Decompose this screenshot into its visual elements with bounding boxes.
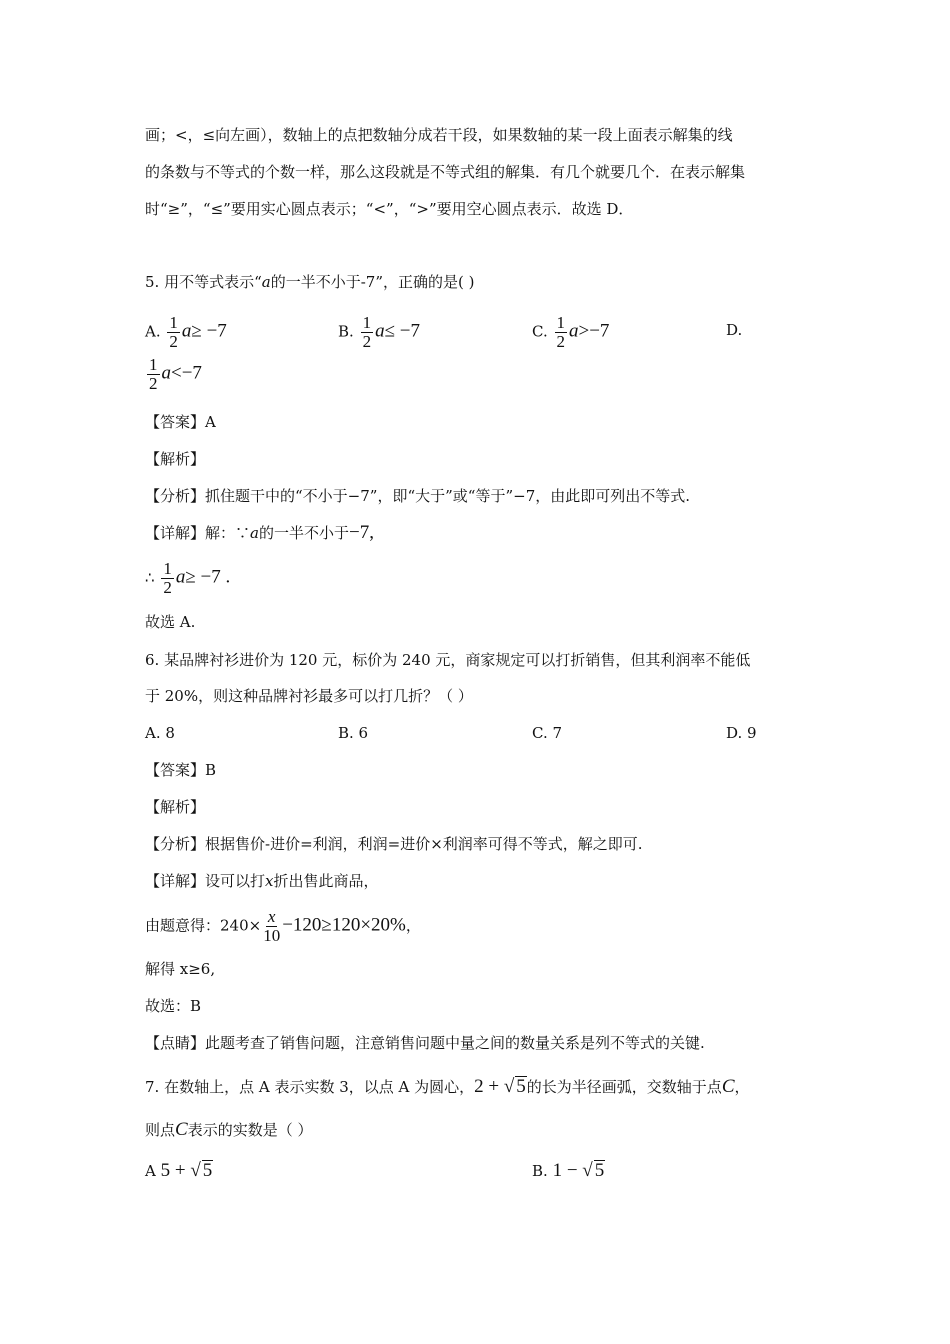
frac-numerator: 1 — [163, 559, 172, 578]
q5-answer: 【答案】A — [145, 413, 216, 431]
q5-option-d-var: a — [161, 362, 171, 384]
q5-option-d-rel: <−7 — [171, 362, 202, 384]
q7-point-2: C — [175, 1119, 188, 1140]
q5-option-a-label: A. — [145, 322, 161, 341]
q7-option-a-label: A — [145, 1162, 156, 1180]
frac-denominator: 10 — [263, 926, 281, 945]
q5-option-b — [338, 314, 420, 351]
q6-conclusion: 故选：B — [145, 997, 202, 1015]
q5-option-d-label: D. — [726, 321, 743, 339]
q5-analysis-heading: 【解析】 — [145, 450, 206, 468]
q6-option-b: B. 6 — [338, 724, 369, 742]
frac-denominator: 2 — [362, 332, 372, 351]
q5-therefore — [145, 560, 230, 597]
q5-fenxi: 【分析】抓住题干中的“不小于−7”，即“大于”或“等于”−7，由此即可列出不等式. — [145, 487, 691, 505]
q5-option-c — [532, 314, 609, 351]
q5-option-b-label: B. — [338, 322, 354, 341]
frac-denominator: 2 — [556, 332, 565, 351]
q7-option-b-radicand: 5 — [594, 1160, 605, 1181]
frac-numerator: x — [267, 907, 276, 926]
q6-answer: 【答案】B — [145, 761, 217, 779]
q5-stem-var: a — [261, 273, 271, 291]
q5-option-b-var: a — [375, 320, 385, 342]
q6-comment: 【点睛】此题考查了销售问题，注意销售问题中量之间的数量关系是列不等式的关键. — [145, 1034, 705, 1052]
q7-option-a-radicand: 5 — [202, 1160, 213, 1181]
intro-line-1: 画；<，≤向左画），数轴上的点把数轴分成若干段，如果数轴的某一段上面表示解集的线 — [145, 126, 733, 144]
q6-detail-post: 折出售此商品， — [273, 872, 379, 890]
sqrt-icon: √ — [190, 1160, 201, 1181]
q5-option-a-var: a — [181, 320, 192, 342]
q7-stem-end: ， — [734, 1078, 750, 1096]
sqrt-icon: √ — [582, 1160, 593, 1181]
q6-detail-pre: 【详解】设可以打 — [145, 872, 266, 890]
q5-option-c-label: C. — [532, 322, 548, 341]
q6-fenxi: 【分析】根据售价-进价=利润，利润=进价×利润率可得不等式，解之即可. — [145, 835, 643, 853]
q5-conclusion: 故选 A. — [145, 613, 196, 631]
q6-solve: 解得 x≥6, — [145, 960, 216, 978]
intro-line-2: 的条数与不等式的个数一样，那么这段就是不等式组的解集．有几个就要几个．在表示解集 — [145, 163, 746, 181]
q7-option-b — [532, 1160, 605, 1181]
q7-stem-pre: 7. 在数轴上，点 A 表示实数 3，以点 A 为圆心， — [145, 1078, 475, 1096]
frac-denominator: 2 — [163, 578, 172, 597]
q6-detail-var: x — [265, 872, 274, 890]
q5-stem-post: 的一半不小于-7”，正确的是( ) — [270, 273, 475, 291]
sqrt-icon: √ — [503, 1076, 515, 1097]
q5-option-c-fraction — [555, 314, 568, 351]
q6-equation-pre: 由题意得：240× — [145, 916, 262, 935]
q7-stem-line-2 — [145, 1120, 312, 1140]
q5-option-a-rel: ≥ −7 — [191, 320, 227, 342]
q7-stem-line-1 — [145, 1076, 750, 1097]
q5-option-d-fraction — [147, 356, 160, 393]
q5-stem — [145, 272, 474, 292]
q7-option-a-pre: 5 + — [160, 1160, 191, 1181]
frac-numerator: 1 — [556, 313, 565, 332]
q6-equation — [145, 908, 421, 945]
q5-detail-pre: 【详解】解：∵ — [145, 524, 251, 542]
q7-point: C — [721, 1076, 735, 1097]
frac-denominator: 2 — [169, 332, 178, 351]
q7-radicand: 5 — [516, 1076, 526, 1097]
q7-option-b-label: B. — [532, 1162, 548, 1180]
frac-denominator: 2 — [149, 374, 158, 393]
frac-numerator: 1 — [362, 313, 372, 332]
q5-stem-pre: 5. 用不等式表示“ — [145, 273, 262, 291]
q5-option-c-rel: >−7 — [578, 320, 610, 342]
frac-numerator: 1 — [149, 355, 158, 374]
q6-equation-fraction — [263, 908, 280, 945]
q6-option-c: C. 7 — [532, 724, 563, 742]
q6-equation-post: −120≥120×20% — [282, 914, 406, 936]
q6-stem-line-2: 于 20%，则这种品牌衬衫最多可以打几折？（ ） — [145, 687, 473, 705]
q7-stem2-post: 表示的实数是（ ） — [187, 1121, 313, 1139]
q5-detail — [145, 523, 374, 543]
q5-option-a — [145, 314, 227, 351]
q5-option-b-rel: ≤ −7 — [384, 320, 420, 342]
frac-numerator: 1 — [169, 313, 178, 332]
q5-detail-var: a — [250, 524, 259, 542]
q5-therefore-var: a — [175, 566, 186, 588]
intro-line-3: 时“≥”，“≤”要用实心圆点表示；“<”，“>”要用空心圆点表示．故选 D． — [145, 200, 634, 218]
q7-expr-pre: 2 + — [474, 1076, 504, 1097]
q5-option-c-var: a — [569, 320, 579, 342]
q6-detail — [145, 871, 379, 891]
q7-stem2-pre: 则点 — [145, 1121, 176, 1139]
q5-detail-num: −7, — [348, 522, 374, 543]
therefore-symbol: ∴ — [145, 568, 155, 587]
q6-stem-line-1: 6. 某品牌衬衫进价为 120 元，标价为 240 元，商家规定可以打折销售，但其利润率不能低 — [145, 651, 751, 669]
q6-option-d: D. 9 — [726, 724, 757, 742]
q5-therefore-fraction — [161, 560, 174, 597]
q5-option-b-fraction — [361, 314, 374, 351]
q5-option-d — [145, 356, 202, 393]
q5-option-a-fraction — [167, 314, 180, 351]
q5-detail-post: 的一半不小于 — [258, 524, 349, 542]
q7-option-a — [145, 1160, 213, 1181]
q7-option-b-pre: 1 − — [552, 1160, 583, 1181]
q6-option-a: A. 8 — [145, 724, 175, 742]
q6-analysis-heading: 【解析】 — [145, 798, 206, 816]
q7-stem-post: 的长为半径画弧，交数轴于点 — [526, 1078, 722, 1096]
q5-therefore-rel: ≥ −7 . — [185, 566, 231, 588]
q6-equation-comma: ， — [405, 916, 421, 935]
